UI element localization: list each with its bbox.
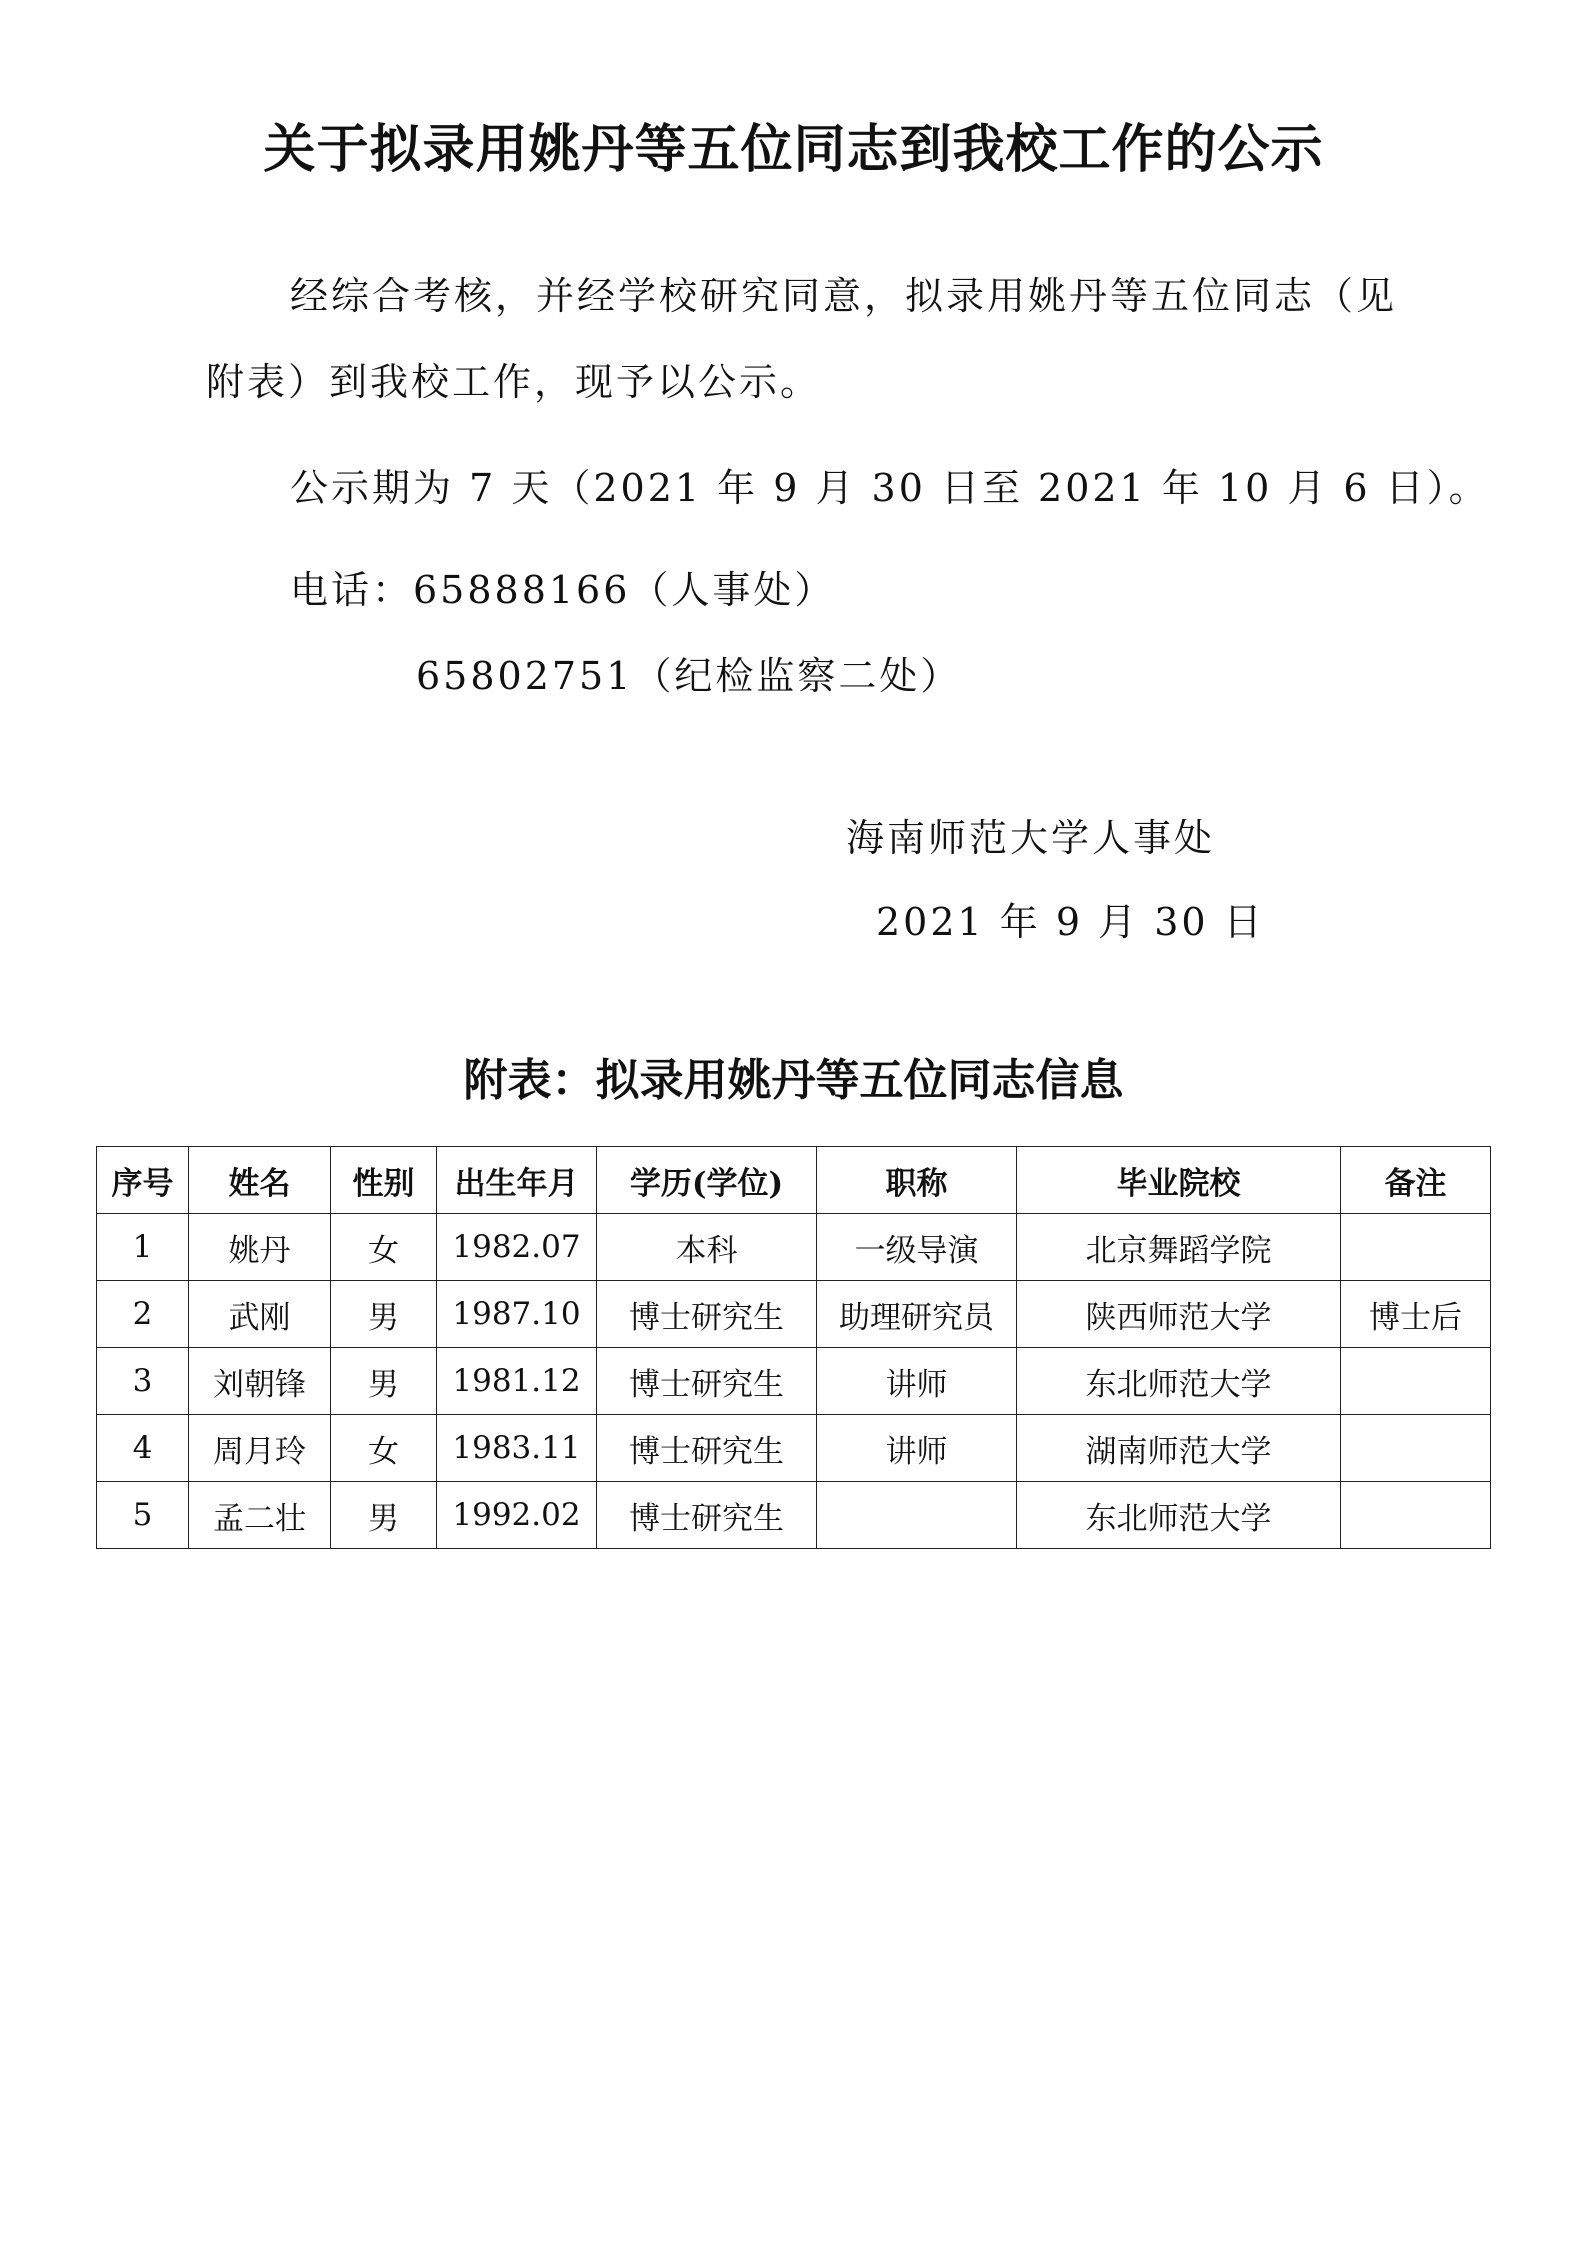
- header-school: 毕业院校: [1017, 1147, 1341, 1214]
- cell-gender: 女: [331, 1214, 437, 1281]
- cell-remarks: 博士后: [1341, 1281, 1491, 1348]
- cell-remarks: [1341, 1214, 1491, 1281]
- table-row: [97, 1482, 1491, 1549]
- cell-education: 博士研究生: [597, 1281, 817, 1348]
- table-header-row: [97, 1147, 1491, 1214]
- header-name: 姓名: [189, 1147, 331, 1214]
- notice-title: 关于拟录用姚丹等五位同志到我校工作的公示: [263, 119, 1324, 180]
- cell-school: 北京舞蹈学院: [1017, 1214, 1341, 1281]
- cell-education: 博士研究生: [597, 1348, 817, 1415]
- cell-title: [817, 1482, 1017, 1549]
- cell-name: 姚丹: [189, 1214, 331, 1281]
- cell-title: 讲师: [817, 1415, 1017, 1482]
- header-remarks: 备注: [1341, 1147, 1491, 1214]
- cell-birth: 1982.07: [437, 1214, 597, 1281]
- cell-name: 刘朝锋: [189, 1348, 331, 1415]
- cell-gender: 男: [331, 1281, 437, 1348]
- cell-gender: 男: [331, 1348, 437, 1415]
- cell-birth: 1987.10: [437, 1281, 597, 1348]
- cell-name: 周月玲: [189, 1415, 331, 1482]
- cell-title: 助理研究员: [817, 1281, 1017, 1348]
- header-title: 职称: [817, 1147, 1017, 1214]
- cell-name: 孟二壮: [189, 1482, 331, 1549]
- table-row: [97, 1415, 1491, 1482]
- cell-gender: 女: [331, 1415, 437, 1482]
- cell-index: 3: [97, 1348, 189, 1415]
- cell-education: 博士研究生: [597, 1482, 817, 1549]
- cell-index: 2: [97, 1281, 189, 1348]
- cell-remarks: [1341, 1482, 1491, 1549]
- appendix-title: 附表：拟录用姚丹等五位同志信息: [463, 1055, 1124, 1106]
- cell-education: 博士研究生: [597, 1415, 817, 1482]
- cell-school: 东北师范大学: [1017, 1482, 1341, 1549]
- signature-organization: 海南师范大学人事处: [846, 816, 1216, 860]
- cell-school: 陕西师范大学: [1017, 1281, 1341, 1348]
- header-gender: 性别: [331, 1147, 437, 1214]
- cell-school: 东北师范大学: [1017, 1348, 1341, 1415]
- body-paragraph-line-2: 附表）到我校工作，现予以公示。: [206, 360, 822, 404]
- body-paragraph-line-1: 经综合考核，并经学校研究同意，拟录用姚丹等五位同志（见: [290, 274, 1398, 318]
- cell-title: 讲师: [817, 1348, 1017, 1415]
- table-row: [97, 1281, 1491, 1348]
- cell-school: 湖南师范大学: [1017, 1415, 1341, 1482]
- candidate-table: [96, 1146, 1491, 1549]
- cell-index: 5: [97, 1482, 189, 1549]
- table-row: [97, 1214, 1491, 1281]
- header-education: 学历(学位): [597, 1147, 817, 1214]
- cell-birth: 1992.02: [437, 1482, 597, 1549]
- signature-date: 2021 年 9 月 30 日: [876, 900, 1265, 944]
- publicity-period: 公示期为 7 天（2021 年 9 月 30 日至 2021 年 10 月 6 日）。: [290, 466, 1490, 510]
- cell-gender: 男: [331, 1482, 437, 1549]
- table-row: [97, 1348, 1491, 1415]
- cell-title: 一级导演: [817, 1214, 1017, 1281]
- header-index: 序号: [97, 1147, 189, 1214]
- phone-hr-office: 电话：65888166（人事处）: [290, 568, 836, 612]
- cell-name: 武刚: [189, 1281, 331, 1348]
- header-birth: 出生年月: [437, 1147, 597, 1214]
- cell-birth: 1983.11: [437, 1415, 597, 1482]
- cell-remarks: [1341, 1415, 1491, 1482]
- cell-index: 4: [97, 1415, 189, 1482]
- phone-discipline-office: 65802751（纪检监察二处）: [416, 654, 962, 698]
- cell-birth: 1981.12: [437, 1348, 597, 1415]
- cell-remarks: [1341, 1348, 1491, 1415]
- cell-education: 本科: [597, 1214, 817, 1281]
- cell-index: 1: [97, 1214, 189, 1281]
